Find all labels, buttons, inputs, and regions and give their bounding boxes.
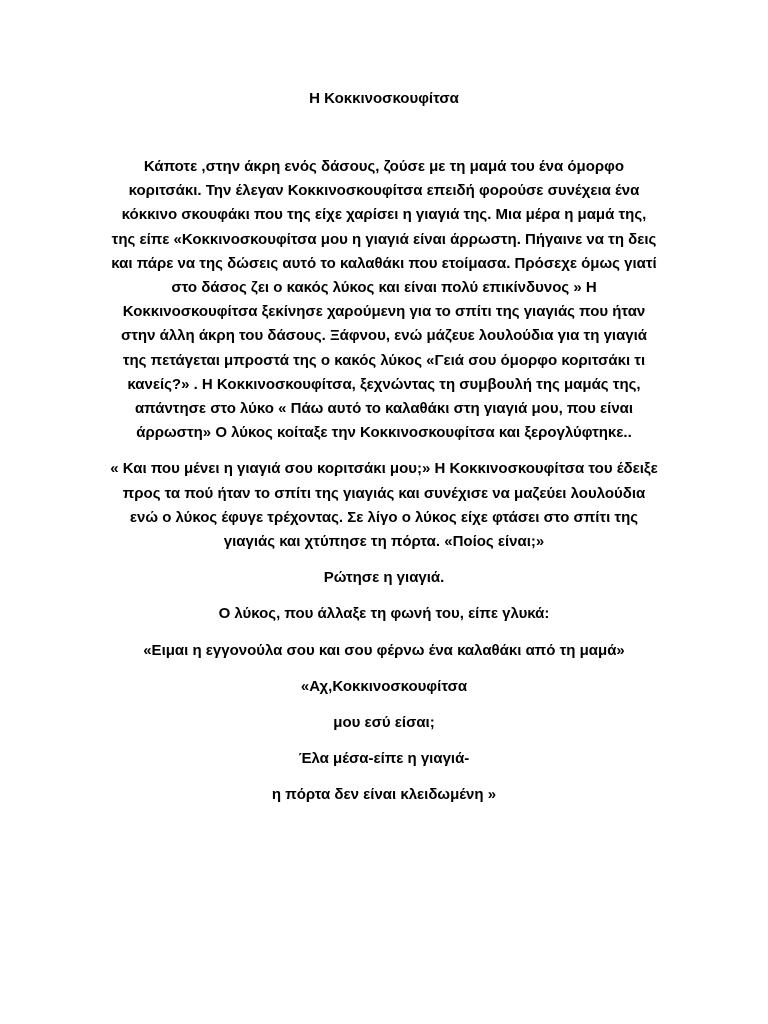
paragraph-8: Έλα μέσα-είπε η γιαγιά- xyxy=(298,750,470,768)
paragraph-4: Ο λύκος, που άλλαξε τη φωνή του, είπε γλυκά: xyxy=(218,605,550,623)
paragraph-5: «Ειμαι η εγγονούλα σου και σου φέρνω ένα καλαθάκι από τη μαμά» xyxy=(143,641,625,659)
paragraph-6: «Αχ,Κοκκινοσκουφίτσα xyxy=(300,677,468,695)
paragraph-3: Ρώτησε η γιαγιά. xyxy=(323,569,445,587)
paragraph-7: μου εσύ είσαι; xyxy=(333,714,435,732)
paragraph-2: « Και που μένει η γιαγιά σου κοριτσάκι μου;» Η Κοκκινοσκουφίτσα του έδειξε προς τα πού ήταν το σπίτι της γιαγιάς και συνέχισε να μαζεύει λουλούδια ενώ ο λύκος έφυγε τρέχοντας. Σε λίγο ο λύκος είχε φτάσει στο σπίτι της γιαγιάς και χτύπησε τη πόρτα. «Ποίος είναι;» xyxy=(110,460,658,551)
paragraph-9: η πόρτα δεν είναι κλειδωμένη » xyxy=(271,786,497,804)
document-title: Η Κοκκινοσκουφίτσα xyxy=(309,90,459,107)
paragraph-1: Κάποτε ,στην άκρη ενός δάσους, ζούσε με τη μαμά του ένα όμορφο κοριτσάκι. Την έλεγαν Κοκκινοσκουφίτσα επειδή φορούσε συνέχεια ένα κόκκινο σκουφάκι που της είχε χαρίσει η γιαγιά της. Μια μέρα η μαμά της, της είπε «Κοκκινοσκουφίτσα μου η γιαγιά είναι άρρωστη. Πήγαινε να τη δεις και πάρε να της δώσεις αυτό το καλαθάκι που ετοίμασα. Πρόσεχε όμως γιατί στο δάσος ζει ο κακός λύκος και είναι πολύ επικίνδυνος » Η Κοκκινοσκουφίτσα ξεκίνησε χαρούμενη για το σπίτι της γιαγιάς που ήταν στην άλλη άκρη του δάσους. Ξάφνου, ενώ μάζευε λουλούδια για τη γιαγιά της πετάγεται μπροστά της ο κακός λύκος «Γειά σου όμορφο κοριτσάκι τι κανείς?» . Η Κοκκινοσκουφίτσα, ξεχνώντας τη συμβουλή της μαμάς της, απάντησε στο λύκο « Πάω αυτό το καλαθάκι στη γιαγιά μου, που είναι άρρωστη» Ο λύκος κοίταξε την Κοκκινοσκουφίτσα και ξερογλύφτηκε.. xyxy=(111,158,657,442)
document-body xyxy=(110,155,658,820)
